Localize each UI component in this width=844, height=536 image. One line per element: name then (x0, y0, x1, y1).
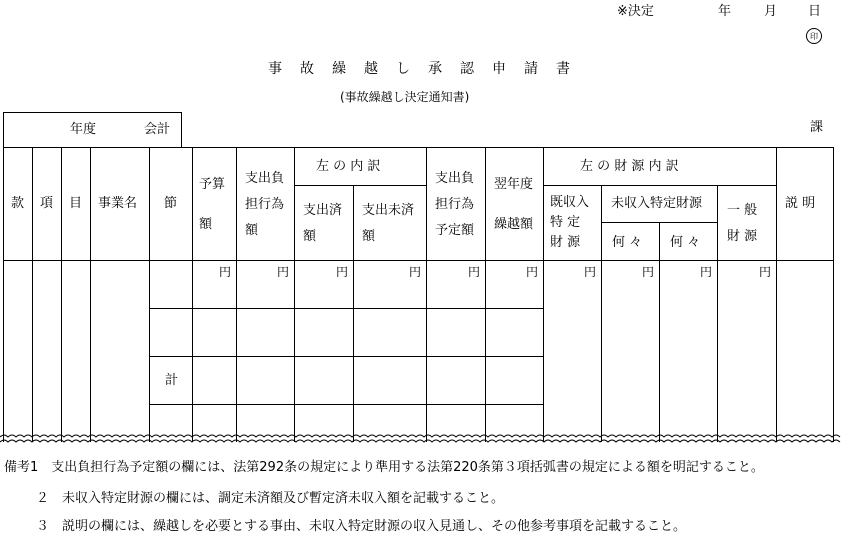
break-line (0, 432, 844, 446)
col-nanino-1: 何 々 (612, 235, 643, 250)
col-kou: 項 (40, 196, 54, 211)
col-obligation-line3: 額 (245, 223, 259, 238)
col-unpaid-line1: 支出未済 (362, 203, 415, 218)
col-moku: 目 (69, 196, 83, 211)
yen-unit: 円 (700, 265, 713, 279)
account-label: 会計 (144, 122, 171, 137)
col-planned-line2: 担行為 (435, 197, 475, 212)
col-breakdown-header: 左 の 内 訳 (316, 159, 381, 174)
col-source-breakdown-header: 左 の 財 源 内 訳 (580, 159, 679, 174)
yen-unit: 円 (336, 265, 349, 279)
col-general-line1: 一 般 (727, 203, 758, 218)
col-budget-line2: 額 (199, 217, 213, 232)
yen-unit: 円 (219, 265, 232, 279)
col-received-line2: 特 定 (550, 215, 581, 230)
yen-unit: 円 (277, 265, 290, 279)
col-planned-line1: 支出負 (435, 171, 475, 186)
col-carry-line1: 翌年度 (494, 177, 534, 192)
col-kan: 款 (11, 196, 25, 211)
col-paid-line1: 支出済 (303, 203, 343, 218)
note-2: ２ 未収入特定財源の欄には、調定未済額及び暫定済未収入額を記載すること。 (36, 491, 505, 506)
yen-unit: 円 (759, 265, 772, 279)
yen-unit: 円 (642, 265, 655, 279)
total-row-label: 計 (165, 373, 179, 388)
note-1: 備考1 支出負担行為予定額の欄には、法第292条の規定により準用する法第220条第３項括弧書の規定による額を明記すること。 (4, 460, 764, 475)
yen-unit: 円 (409, 265, 422, 279)
col-unpaid-line2: 額 (362, 229, 376, 244)
decision-mark: ※決定 (617, 4, 654, 19)
year-label: 年 (718, 4, 732, 19)
col-general-line2: 財 源 (727, 229, 758, 244)
section-label: 課 (810, 120, 824, 135)
col-received-line3: 財 源 (550, 235, 581, 250)
seal-stamp: 印 (806, 28, 822, 44)
col-obligation-line1: 支出負 (245, 171, 285, 186)
col-nanino-2: 何 々 (670, 235, 701, 250)
col-unreceived-header: 未収入特定財源 (611, 196, 703, 211)
page-title: 事故繰越し承認申請書 (268, 61, 588, 77)
col-budget-line1: 予算 (199, 177, 226, 192)
month-label: 月 (764, 4, 778, 19)
page-subtitle: (事故繰越し決定通知書) (340, 90, 470, 104)
yen-unit: 円 (526, 265, 539, 279)
col-received-line1: 既収入 (550, 195, 590, 210)
col-explanation: 説 明 (785, 196, 816, 211)
yen-unit: 円 (468, 265, 481, 279)
col-planned-line3: 予定額 (435, 223, 475, 238)
col-carry-line2: 繰越額 (494, 217, 534, 232)
col-setsu: 節 (164, 196, 178, 211)
col-paid-line2: 額 (303, 229, 317, 244)
day-label: 日 (808, 4, 822, 19)
fiscal-year-label: 年度 (70, 122, 97, 137)
col-project-name: 事業名 (98, 196, 138, 211)
yen-unit: 円 (584, 265, 597, 279)
col-obligation-line2: 担行為 (245, 197, 285, 212)
note-3: ３ 説明の欄には、繰越しを必要とする事由、未収入特定財源の収入見通し、その他参考事項を記載すること。 (36, 519, 687, 534)
